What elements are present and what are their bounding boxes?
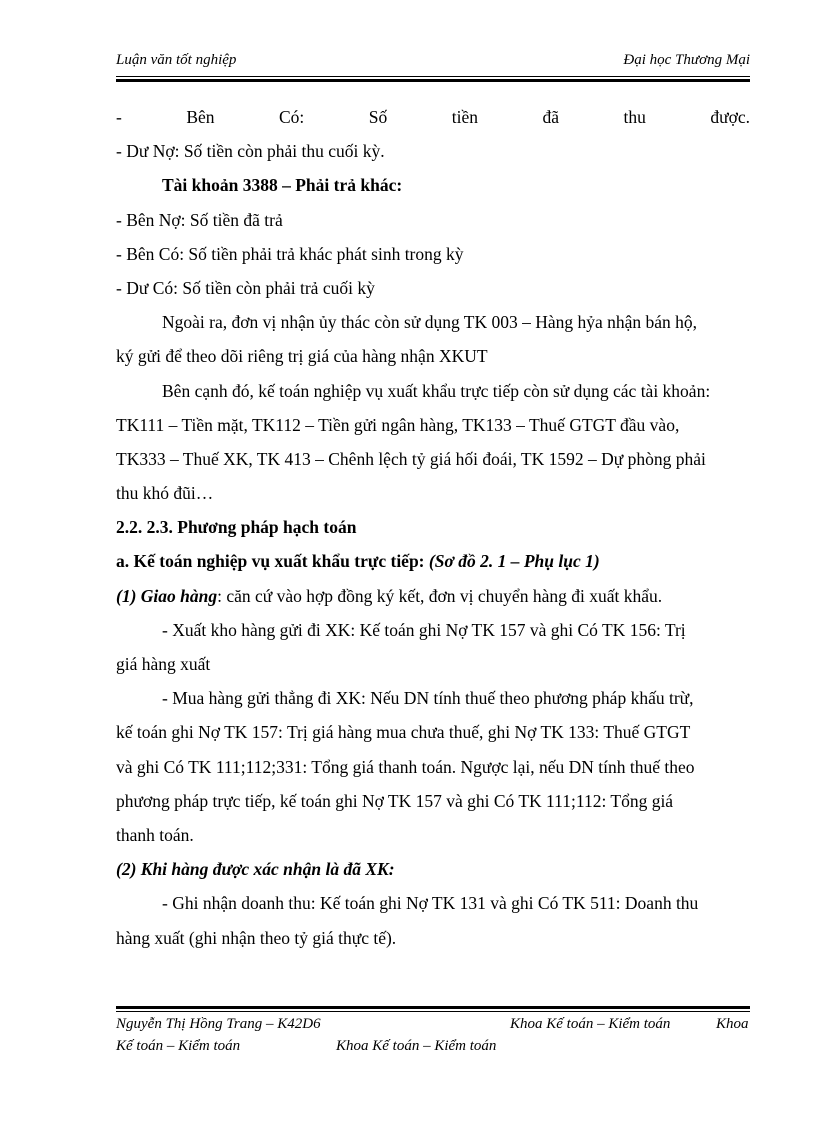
document-body	[116, 100, 750, 955]
footer-author: Nguyễn Thị Hồng Trang – K42D6	[116, 1016, 321, 1032]
text-line: - Xuất kho hàng gửi đi XK: Kế toán ghi Nợ TK 157 và ghi Có TK 156: Trị	[162, 619, 686, 640]
step-text: : căn cứ vào hợp đồng ký kết, đơn vị chuyển hàng đi xuất khẩu.	[217, 585, 663, 606]
footer-dept: Khoa	[716, 1016, 749, 1032]
footer-dept: Khoa Kế toán – Kiểm toán	[510, 1016, 671, 1032]
text-line: - Dư Có: Số tiền còn phải trả cuối kỳ	[116, 277, 375, 298]
word: -	[116, 107, 122, 127]
text-line: - Mua hàng gửi thẳng đi XK: Nếu DN tính thuế theo phương pháp khấu trừ,	[162, 688, 694, 709]
footer-dept: Khoa Kế toán – Kiểm toán	[336, 1038, 497, 1054]
footer-rule-thin	[116, 1011, 750, 1012]
text-line	[116, 579, 750, 613]
text-line: - Dư Nợ: Số tiền còn phải thu cuối kỳ.	[116, 141, 385, 162]
text-line: - Bên Có: Số tiền phải trả khác phát sinh trong kỳ	[116, 243, 464, 264]
section-heading: Tài khoản 3388 – Phải trả khác:	[162, 175, 403, 196]
footer-rule-thick	[116, 1006, 750, 1009]
step-heading: (2) Khi hàng được xác nhận là đã XK:	[116, 859, 395, 880]
subsection-heading: a. Kế toán nghiệp vụ xuất khẩu trực tiếp:	[116, 551, 429, 572]
text-line: TK333 – Thuế XK, TK 413 – Chênh lệch tỷ giá hối đoái, TK 1592 – Dự phòng phải	[116, 448, 706, 469]
word: Có:	[279, 107, 305, 127]
text-line: - Bên Nợ: Số tiền đã trả	[116, 209, 283, 230]
word: tiền	[451, 107, 478, 127]
text-line: thu khó đũi…	[116, 483, 214, 504]
text-line: phương pháp trực tiếp, kế toán ghi Nợ TK 157 và ghi Có TK 111;112: Tổng giá	[116, 790, 674, 811]
page-header	[116, 52, 750, 76]
word: Số	[368, 107, 388, 127]
text-line: Ngoài ra, đơn vị nhận ủy thác còn sử dụng TK 003 – Hàng hỷa nhận bán hộ,	[162, 312, 698, 333]
text-line: TK111 – Tiền mặt, TK112 – Tiền gửi ngân hàng, TK133 – Thuế GTGT đầu vào,	[116, 414, 680, 435]
text-line: hàng xuất (ghi nhận theo tỷ giá thực tế).	[116, 927, 397, 948]
text-line: thanh toán.	[116, 824, 194, 845]
diagram-reference: (Sơ đồ 2. 1 – Phụ lục 1)	[428, 551, 600, 572]
footer-dept: Kế toán – Kiểm toán	[116, 1038, 241, 1054]
word: được.	[710, 107, 750, 127]
text-line	[116, 544, 750, 578]
header-rule-thick	[116, 79, 750, 82]
text-line: - Ghi nhận doanh thu: Kế toán ghi Nợ TK 131 và ghi Có TK 511: Doanh thu	[162, 893, 699, 914]
word: thu	[623, 107, 646, 127]
text-line: giá hàng xuất	[116, 654, 211, 674]
header-rule-thin	[116, 76, 750, 77]
section-heading: 2.2. 2.3. Phương pháp hạch toán	[116, 517, 357, 538]
text-line	[116, 100, 750, 134]
text-line: kế toán ghi Nợ TK 157: Trị giá hàng mua chưa thuế, ghi Nợ TK 133: Thuế GTGT	[116, 722, 691, 743]
step-heading: (1) Giao hàng	[116, 585, 218, 606]
word: đã	[542, 107, 560, 127]
text-line: ký gửi để theo dõi riêng trị giá của hàng nhận XKUT	[116, 346, 488, 367]
text-line: và ghi Có TK 111;112;331: Tổng giá thanh toán. Ngược lại, nếu DN tính thuế theo	[116, 756, 695, 777]
word: Bên	[186, 107, 215, 127]
header-left-text: Luận văn tốt nghiệp	[116, 52, 237, 68]
page-footer	[116, 1013, 756, 1057]
header-right-text: Đại học Thương Mại	[623, 52, 750, 68]
text-line: Bên cạnh đó, kế toán nghiệp vụ xuất khẩu trực tiếp còn sử dụng các tài khoản:	[162, 380, 711, 401]
